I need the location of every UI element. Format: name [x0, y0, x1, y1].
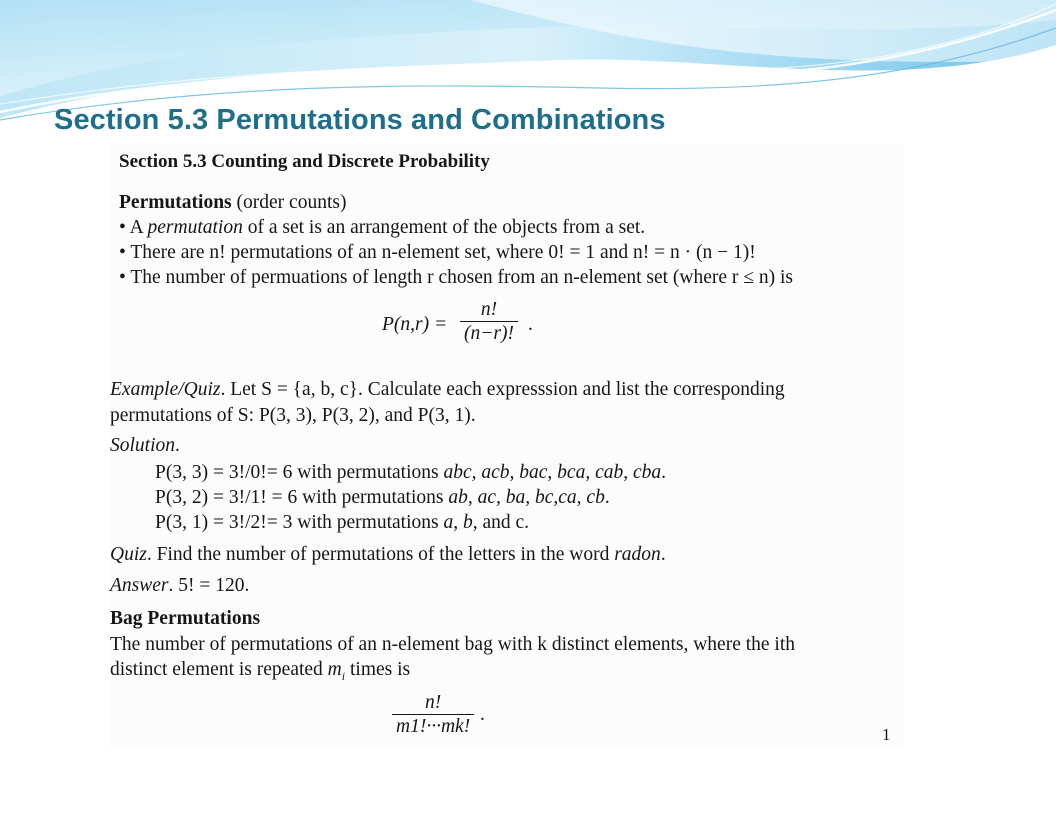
- bullet-text: of a set is an arrangement of the objects from a set.: [242, 217, 646, 238]
- solution-line-1: [155, 461, 666, 484]
- bag-subscript: i: [341, 668, 346, 683]
- scanned-document: [110, 145, 904, 748]
- permutations-heading: [119, 191, 346, 214]
- fraction-denominator: m1!···mk!: [396, 716, 471, 738]
- solution-tail: .: [661, 462, 667, 483]
- bag-line-2-text: distinct element is repeated: [110, 659, 328, 680]
- solution-tail: and c.: [477, 512, 530, 533]
- solution-label-line: [110, 434, 180, 457]
- formula-period: .: [528, 314, 533, 335]
- example-text: . Let S = {a, b, c}. Calculate each expresssion and list the corresponding: [220, 379, 785, 400]
- solution-expression: P(3, 1) = 3!/2!= 3 with permutations: [155, 512, 444, 533]
- solution-label: Solution: [110, 435, 176, 456]
- solution-expression: P(3, 3) = 3!/0!= 6 with permutations: [155, 462, 444, 483]
- permutations-title: Permutations: [119, 192, 232, 213]
- fraction-numerator: n!: [424, 692, 442, 713]
- term-permutation: permutation: [147, 217, 243, 238]
- example-label: Example/Quiz: [110, 379, 221, 400]
- document-heading: Section 5.3 Counting and Discrete Probability: [119, 151, 490, 172]
- solution-line-3: [155, 511, 529, 534]
- answer-label: Answer: [110, 575, 169, 596]
- quiz-text: . Find the number of permutations of the letters in the word: [146, 544, 615, 565]
- bullet-factorial: • There are n! permutations of an n-element set, where 0! = 1 and n! = n · (n − 1)!: [119, 242, 756, 263]
- bag-line-2-tail: times is: [345, 659, 411, 680]
- bullet-partial-permutations: • The number of permuations of length r chosen from an n-element set (where r ≤ n) is: [119, 267, 794, 288]
- permutations-subtitle: (order counts): [236, 192, 347, 213]
- example-line-2: permutations of S: P(3, 3), P(3, 2), and P(3, 1).: [110, 405, 476, 426]
- solution-dot: .: [175, 435, 180, 456]
- bag-line-1: The number of permutations of an n-element bag with k distinct elements, where the ith: [110, 634, 796, 655]
- formula-lhs: P(n,r) =: [382, 314, 448, 335]
- page-number: 1: [882, 725, 891, 744]
- bullet-prefix: • A: [119, 217, 148, 238]
- answer-line: [110, 574, 249, 597]
- solution-permutations: ab, ac, ba, bc,ca, cb: [448, 487, 605, 508]
- fraction-denominator: (n−r)!: [464, 323, 514, 345]
- quiz-word: radon: [614, 544, 661, 565]
- quiz-tail: .: [660, 544, 666, 565]
- bag-line-2: [110, 658, 410, 683]
- solution-expression: P(3, 2) = 3!/1! = 6 with permutations: [155, 487, 449, 508]
- bag-variable: m: [327, 659, 342, 680]
- slide-title: Section 5.3 Permutations and Combinations: [54, 104, 666, 136]
- answer-text: . 5! = 120.: [168, 575, 250, 596]
- example-line-1: [110, 378, 785, 401]
- quiz-line: [110, 543, 666, 566]
- solution-line-2: [155, 486, 610, 509]
- solution-permutations: abc, acb, bac, bca, cab, cba: [443, 462, 662, 483]
- solution-tail: .: [604, 487, 610, 508]
- formula-bag-fraction: [392, 691, 474, 739]
- bag-permutations-title: Bag Permutations: [110, 608, 261, 629]
- bullet-permutation-definition: [119, 216, 645, 239]
- fraction-numerator: n!: [480, 299, 498, 320]
- solution-permutations: a, b,: [443, 512, 478, 533]
- bag-formula-period: .: [480, 704, 485, 725]
- formula-permutation-fraction: [460, 298, 518, 346]
- quiz-label: Quiz: [110, 544, 147, 565]
